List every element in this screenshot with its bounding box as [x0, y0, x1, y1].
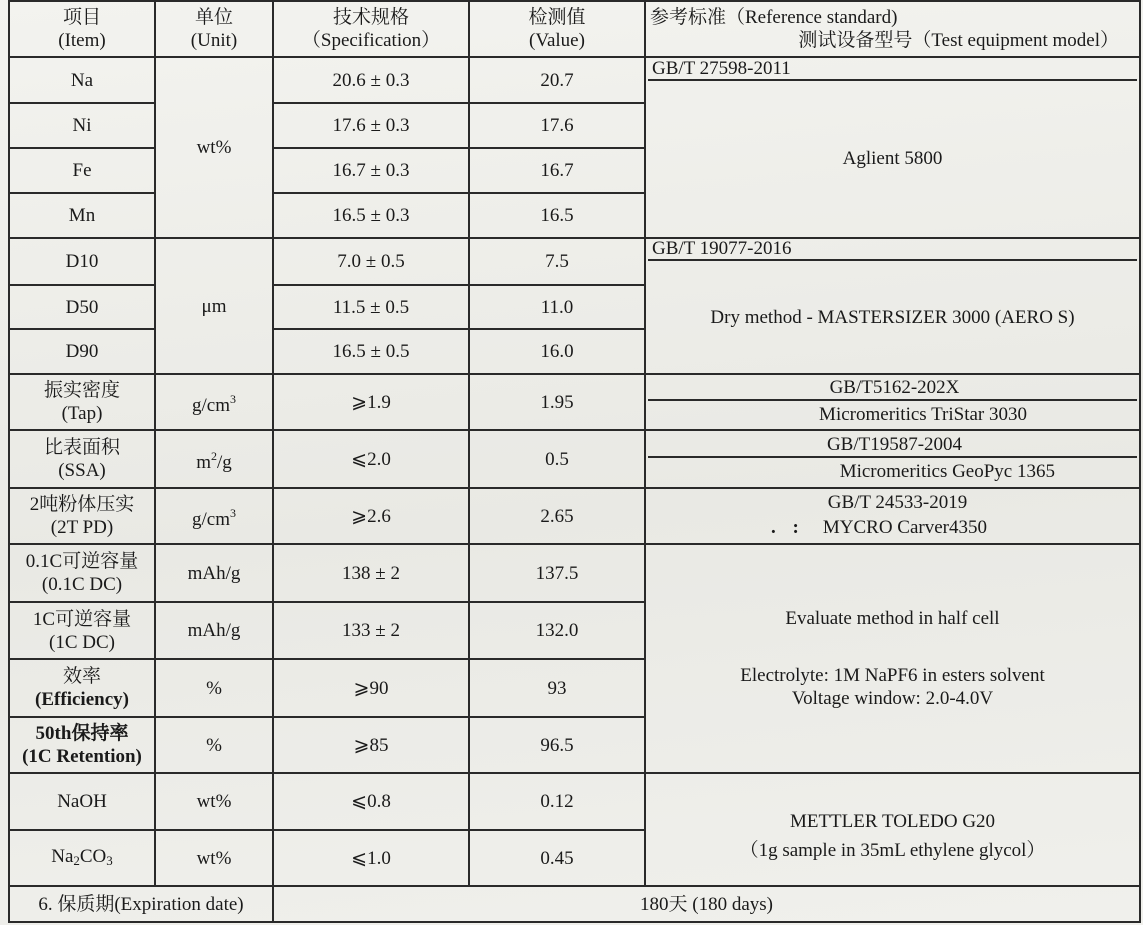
row-tap — [9, 374, 1140, 430]
spec-cell: 20.6 ± 0.3 — [273, 57, 469, 103]
item-cell: D90 — [9, 329, 155, 374]
equipment-model: Micromeritics TriStar 3030 — [819, 404, 1027, 425]
spec-cell: 138 ± 2 — [273, 544, 469, 602]
value-cell: 1.95 — [469, 374, 645, 430]
spec-cell: 11.5 ± 0.5 — [273, 285, 469, 330]
reference-standard: GB/T 27598-2011 — [648, 59, 1137, 81]
value-cell: 137.5 — [469, 544, 645, 602]
row-na — [9, 57, 1140, 103]
spec-cell: ⩾85 — [273, 717, 469, 773]
value-cell: 20.7 — [469, 57, 645, 103]
item-cell: Ni — [9, 103, 155, 148]
spec-cell: 16.7 ± 0.3 — [273, 148, 469, 193]
reference-tap — [645, 374, 1140, 430]
value-cell: 16.7 — [469, 148, 645, 193]
reference-cell-method — [645, 544, 1140, 773]
unit-cell: $g/cm^3$ — [155, 488, 273, 544]
value-cell: 0.45 — [469, 830, 645, 886]
dots-mark: . : — [771, 517, 805, 538]
row-ssa — [9, 430, 1140, 488]
item-cell: Mn — [9, 193, 155, 238]
expiration-label: 6. 保质期(Expiration date) — [9, 886, 273, 922]
value-cell: 96.5 — [469, 717, 645, 773]
value-cell: 132.0 — [469, 602, 645, 659]
header-spec: 技术规格 （Specification） — [273, 1, 469, 57]
reference-particle — [645, 238, 1140, 374]
value-cell: 16.5 — [469, 193, 645, 238]
spec-cell: ⩾2.6 — [273, 488, 469, 544]
unit-cell: μm — [155, 238, 273, 374]
titrator-line: METTLER TOLEDO G20 — [789, 810, 996, 832]
method-line: Evaluate method in half cell — [785, 608, 1000, 629]
reference-elements — [645, 57, 1140, 238]
item-cell: 50th保持率 (1C Retention) — [9, 717, 155, 773]
header-reference: 参考标准（Reference standard) 测试设备型号（Test equipment model） — [645, 1, 1140, 57]
row-dc01 — [9, 544, 1140, 602]
spec-cell: ⩽2.0 — [273, 430, 469, 488]
header-item: 项目 (Item) — [9, 1, 155, 57]
value-cell: 2.65 — [469, 488, 645, 544]
unit-cell: $m^2/g$ — [155, 430, 273, 488]
item-cell: NaOH — [9, 773, 155, 830]
value-cell: 17.6 — [469, 103, 645, 148]
spec-cell: ⩽1.0 — [273, 830, 469, 886]
value-cell: 7.5 — [469, 238, 645, 285]
value-cell: 0.12 — [469, 773, 645, 830]
specification-table — [8, 0, 1141, 923]
expiration-value: 180天 (180 days) — [273, 886, 1140, 922]
row-pd — [9, 488, 1140, 544]
unit-cell: mAh/g — [155, 602, 273, 659]
item-cell: D50 — [9, 285, 155, 330]
spec-cell: 16.5 ± 0.3 — [273, 193, 469, 238]
unit-cell: wt% — [155, 57, 273, 238]
header-row — [9, 1, 1140, 57]
value-cell: 11.0 — [469, 285, 645, 330]
spec-cell: 16.5 ± 0.5 — [273, 329, 469, 374]
reference-pd — [645, 488, 1140, 544]
item-cell: D10 — [9, 238, 155, 285]
item-cell: 1C可逆容量 (1C DC) — [9, 602, 155, 659]
row-expiration — [9, 886, 1140, 922]
unit-cell: wt% — [155, 830, 273, 886]
item-cell: 0.1C可逆容量 (0.1C DC) — [9, 544, 155, 602]
electrolyte-line: Electrolyte: 1M NaPF6 in esters solvent — [740, 665, 1045, 686]
spec-cell: 133 ± 2 — [273, 602, 469, 659]
unit-cell: % — [155, 659, 273, 717]
reference-alkali — [645, 773, 1140, 886]
item-cell: 2吨粉体压实 (2T PD) — [9, 488, 155, 544]
spec-cell: 7.0 ± 0.5 — [273, 238, 469, 285]
unit-cell: % — [155, 717, 273, 773]
item-cell: 比表面积 (SSA) — [9, 430, 155, 488]
unit-cell: mAh/g — [155, 544, 273, 602]
spec-cell: ⩾1.9 — [273, 374, 469, 430]
reference-standard: GB/T19587-2004 — [648, 434, 1137, 458]
equipment-model: Micromeritics GeoPyc 1365 — [839, 461, 1055, 482]
reference-standard: GB/T5162-202X — [648, 377, 1137, 401]
header-unit: 单位 (Unit) — [155, 1, 273, 57]
item-cell: Fe — [9, 148, 155, 193]
row-naoh — [9, 773, 1140, 830]
spec-cell: 17.6 ± 0.3 — [273, 103, 469, 148]
item-cell: Na — [9, 57, 155, 103]
sample-line: （1g sample in 35mL ethylene glycol） — [739, 839, 1046, 861]
item-cell: 效率 (Efficiency) — [9, 659, 155, 717]
row-d10 — [9, 238, 1140, 285]
unit-cell: $g/cm^3$ — [155, 374, 273, 430]
reference-standard: GB/T 24533-2019 — [827, 492, 968, 513]
equipment-model: Dry method - MASTERSIZER 3000 (AERO S) — [710, 306, 1075, 328]
reference-ssa — [645, 430, 1140, 488]
value-cell: 16.0 — [469, 329, 645, 374]
spec-cell: ⩾90 — [273, 659, 469, 717]
voltage-line: Voltage window: 2.0-4.0V — [791, 688, 994, 709]
unit-cell: wt% — [155, 773, 273, 830]
value-cell: 93 — [469, 659, 645, 717]
item-cell: 振实密度 (Tap) — [9, 374, 155, 430]
equipment-model: . : MYCRO Carver4350 — [771, 517, 987, 538]
reference-standard: GB/T 19077-2016 — [648, 239, 1137, 261]
equipment-model: Aglient 5800 — [842, 148, 943, 169]
value-cell: 0.5 — [469, 430, 645, 488]
header-value: 检测值 (Value) — [469, 1, 645, 57]
spec-cell: ⩽0.8 — [273, 773, 469, 830]
item-cell: $Na_2CO_3$ — [9, 830, 155, 886]
